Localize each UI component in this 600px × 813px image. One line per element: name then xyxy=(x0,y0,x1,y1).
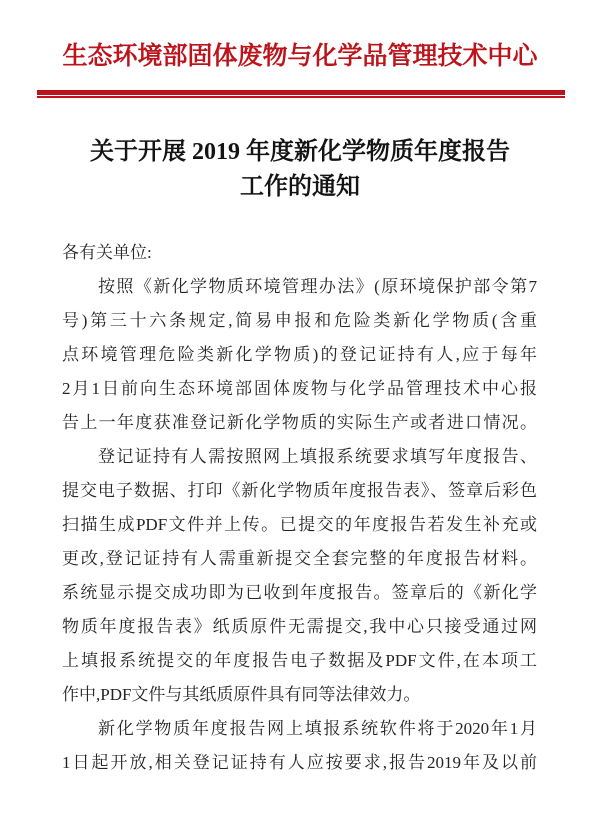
body-line: 系统显示提交成功即为已收到年度报告。签章后的《新化学 xyxy=(62,583,537,602)
body-line: 新化学物质年度报告网上填报系统软件将于2020年1月 xyxy=(98,719,537,738)
body-line: 登记证持有人需按照网上填报系统要求填写年度报告、 xyxy=(98,447,537,466)
body-line: 上填报系统提交的年度报告电子数据及PDF文件,在本项工 xyxy=(62,651,537,670)
body-line: 2月1日前向生态环境部固体废物与化学品管理技术中心报 xyxy=(62,379,537,398)
document-title xyxy=(0,135,600,205)
title-line-1: 关于开展 2019 年度新化学物质年度报告 xyxy=(90,139,510,165)
body-line: 提交电子数据、打印《新化学物质年度报告表》、签章后彩色 xyxy=(62,481,537,500)
document-body xyxy=(62,236,537,780)
body-line: 按照《新化学物质环境管理办法》(原环境保护部令第7 xyxy=(98,277,537,296)
body-line: 1日起开放,相关登记证持有人应按要求,报告2019年及以前 xyxy=(62,753,537,772)
body-line: 作中,PDF文件与其纸质原件具有同等法律效力。 xyxy=(62,685,421,704)
body-line: 更改,登记证持有人需重新提交全套完整的年度报告材料。 xyxy=(62,549,537,568)
body-line: 物质年度报告表》纸质原件无需提交,我中心只接受通过网 xyxy=(62,617,537,636)
body-line: 点环境管理危险类新化学物质)的登记证持有人,应于每年 xyxy=(62,345,537,364)
title-line-2: 工作的通知 xyxy=(240,174,360,200)
salutation: 各有关单位: xyxy=(62,243,152,262)
letterhead-org-name: 生态环境部固体废物与化学品管理技术中心 xyxy=(62,43,538,70)
letterhead-divider-rule xyxy=(37,90,565,98)
body-line: 告上一年度获准登记新化学物质的实际生产或者进口情况。 xyxy=(62,413,537,432)
body-line: 扫描生成PDF文件并上传。已提交的年度报告若发生补充或 xyxy=(62,515,537,534)
body-line: 号)第三十六条规定,简易申报和危险类新化学物质(含重 xyxy=(62,311,537,330)
